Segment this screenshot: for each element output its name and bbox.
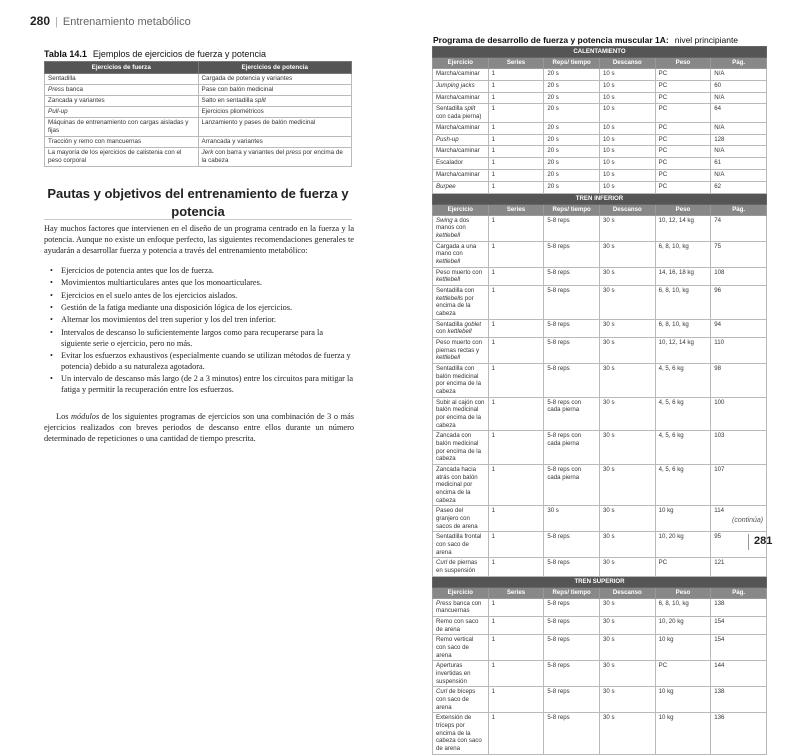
table-cell: Zancada hacia atrás con balón medicinal por encima de la cabeza	[433, 465, 489, 506]
table-cell: 30 s	[599, 397, 655, 431]
table-label: Tabla 14.1	[44, 49, 87, 59]
table-row	[45, 118, 352, 137]
table-cell: 136	[711, 713, 767, 754]
table-row	[433, 69, 767, 81]
table-cell: 10, 12, 14 kg	[655, 337, 711, 363]
table-cell: PC	[655, 181, 711, 193]
column-header: Ejercicio	[433, 58, 489, 69]
table-cell: 1	[488, 713, 544, 754]
table-cell: PC	[655, 146, 711, 158]
table-row	[433, 146, 767, 158]
table-cell: Marcha/caminar	[433, 69, 489, 81]
table-cell: 103	[711, 431, 767, 465]
table-cell: Remo con saco de arena	[433, 617, 489, 635]
table-cell: La mayoría de los ejercicios de calistenia con el peso corporal	[45, 148, 199, 167]
table-strength-power	[44, 61, 352, 167]
table-row	[433, 617, 767, 635]
table-row	[433, 506, 767, 532]
table-cell: 30 s	[544, 506, 600, 532]
table-row	[433, 134, 767, 146]
table-cell: 1	[488, 687, 544, 713]
table-cell: 154	[711, 617, 767, 635]
column-header: Pág.	[711, 204, 767, 215]
table-cell: 20 s	[544, 158, 600, 170]
list-item: • Intervalos de descanso lo suficientemente largos como para recuperarse para la siguiente serie o ejercicio, pero no más.	[50, 328, 354, 350]
table-cell: 1	[488, 104, 544, 122]
table-cell: Máquinas de entrenamiento con cargas aisladas y fijas	[45, 118, 199, 137]
table-body	[45, 74, 352, 167]
table-row	[433, 431, 767, 465]
table-cell: 94	[711, 319, 767, 337]
table-cell: N/A	[711, 122, 767, 134]
list-item: • Evitar los esfuerzos exhaustivos (especialmente cuando se utilizan métodos de fuerza y potencia) debido a su naturaleza agotadora.	[50, 351, 354, 373]
table-caption	[44, 49, 266, 59]
table-cell: 128	[711, 134, 767, 146]
table-cell: 1	[488, 169, 544, 181]
table-cell: Cargada a una mano con kettlebell	[433, 241, 489, 267]
column-header: Ejercicio	[433, 587, 489, 598]
table-row	[433, 169, 767, 181]
list-item: • Alternar los movimientos del tren superior y los del tren inferior.	[50, 315, 354, 326]
table-cell: 20 s	[544, 181, 600, 193]
table-cell: PC	[655, 134, 711, 146]
program-level: nivel principiante	[674, 35, 739, 45]
table-cell: 6, 8, 10, kg	[655, 319, 711, 337]
table-cell: 30 s	[599, 558, 655, 576]
table-row	[433, 92, 767, 104]
table-cell: 10, 20 kg	[655, 617, 711, 635]
table-cell: Burpee	[433, 181, 489, 193]
table-row	[433, 661, 767, 687]
table-cell: 4, 5, 6 kg	[655, 431, 711, 465]
table-cell: PC	[655, 558, 711, 576]
table-row	[433, 397, 767, 431]
table-cell: 20 s	[544, 169, 600, 181]
table-header-cell: Ejercicios de potencia	[198, 62, 352, 74]
column-header: Ejercicio	[433, 204, 489, 215]
table-cell: 30 s	[599, 661, 655, 687]
table-cell: 4, 5, 6 kg	[655, 397, 711, 431]
table-cell: 10 kg	[655, 687, 711, 713]
table-cell: Remo vertical con saco de arena	[433, 635, 489, 661]
table-cell: Sentadilla	[45, 74, 199, 85]
column-header: Pág.	[711, 58, 767, 69]
table-cell: 1	[488, 241, 544, 267]
table-row	[433, 122, 767, 134]
table-cell: 1	[488, 661, 544, 687]
table-cell: N/A	[711, 92, 767, 104]
table-cell: Ejercicios pliométricos	[198, 107, 352, 118]
table-cell: 4, 5, 6 kg	[655, 363, 711, 397]
table-cell: Curl de piernas en suspensión	[433, 558, 489, 576]
table-cell: 20 s	[544, 146, 600, 158]
table-cell: 1	[488, 617, 544, 635]
table-cell: 6, 8, 10, kg	[655, 285, 711, 319]
table-row	[433, 158, 767, 170]
table-cell: 1	[488, 635, 544, 661]
closing-text-start: Los	[56, 412, 72, 421]
table-cell: Curl de bíceps con saco de arena	[433, 687, 489, 713]
table-cell: 1	[488, 69, 544, 81]
table-row	[433, 319, 767, 337]
table-cell: Marcha/caminar	[433, 146, 489, 158]
column-header: Pág.	[711, 587, 767, 598]
table-cell: 1	[488, 397, 544, 431]
table-row	[433, 104, 767, 122]
table-row	[45, 85, 352, 96]
table-cell: 10 s	[599, 181, 655, 193]
table-cell: 1	[488, 465, 544, 506]
column-header: Reps/ tiempo	[544, 204, 600, 215]
table-cell: 5-8 reps	[544, 617, 600, 635]
table-row	[433, 337, 767, 363]
table-cell: 30 s	[599, 598, 655, 616]
section-header-row	[433, 576, 767, 587]
table-cell: 20 s	[544, 92, 600, 104]
column-header: Reps/ tiempo	[544, 58, 600, 69]
table-row	[45, 137, 352, 148]
table-cell: 5-8 reps	[544, 215, 600, 241]
table-cell: 10 kg	[655, 506, 711, 532]
table-row	[433, 241, 767, 267]
column-header-row	[433, 587, 767, 598]
table-cell: PC	[655, 80, 711, 92]
table-row	[433, 181, 767, 193]
table-cell: Paseo del granjero con sacos de arena	[433, 506, 489, 532]
table-cell: 1	[488, 122, 544, 134]
table-cell: Sentadilla goblet con kettlebell	[433, 319, 489, 337]
table-cell: Press banca con mancuernas	[433, 598, 489, 616]
list-item: • Un intervalo de descanso más largo (de 2 a 3 minutos) entre los circuitos para mitigar la fatiga y permitir la recuperación entre los esfuerzos.	[50, 374, 354, 396]
table-cell: Peso muerto con piernas rectas y kettlebell	[433, 337, 489, 363]
table-cell: 10, 12, 14 kg	[655, 215, 711, 241]
table-cell: 108	[711, 267, 767, 285]
list-item: • Movimientos multiarticulares antes que los monoarticulares.	[50, 278, 354, 289]
table-cell: 1	[488, 558, 544, 576]
table-cell: 60	[711, 80, 767, 92]
table-cell: 5-8 reps	[544, 687, 600, 713]
table-cell: 1	[488, 134, 544, 146]
guidelines-list	[50, 266, 354, 397]
table-cell: 30 s	[599, 617, 655, 635]
table-cell: 5-8 reps	[544, 337, 600, 363]
program-title	[433, 35, 738, 45]
table-cell: 30 s	[599, 337, 655, 363]
table-cell: 75	[711, 241, 767, 267]
table-row	[433, 215, 767, 241]
table-cell: 5-8 reps	[544, 267, 600, 285]
table-cell: 74	[711, 215, 767, 241]
table-cell: 30 s	[599, 506, 655, 532]
table-cell: 64	[711, 104, 767, 122]
table-cell: 5-8 reps con cada pierna	[544, 397, 600, 431]
table-cell: 4, 5, 6 kg	[655, 465, 711, 506]
table-cell: PC	[655, 122, 711, 134]
table-row	[45, 148, 352, 167]
table-cell: 30 s	[599, 532, 655, 558]
table-cell: Pull-up	[45, 107, 199, 118]
table-cell: 5-8 reps	[544, 713, 600, 754]
table-cell: 10, 20 kg	[655, 532, 711, 558]
table-cell: Marcha/caminar	[433, 92, 489, 104]
table-cell: N/A	[711, 69, 767, 81]
table-row	[433, 558, 767, 576]
table-cell: PC	[655, 92, 711, 104]
table-cell: 1	[488, 92, 544, 104]
column-header: Peso	[655, 58, 711, 69]
table-title: Ejemplos de ejercicios de fuerza y potencia	[92, 49, 266, 59]
page-number-right: 281	[754, 535, 773, 547]
table-cell: 1	[488, 532, 544, 558]
table-cell: Extensión de tríceps por encima de la cabeza con saco de arena	[433, 713, 489, 754]
table-cell: Sentadilla con balón medicinal por encima de la cabeza	[433, 363, 489, 397]
running-head-left	[30, 14, 191, 28]
column-header: Series	[488, 58, 544, 69]
footer-separator	[748, 534, 749, 550]
table-cell: 1	[488, 215, 544, 241]
table-cell: Peso muerto con kettlebell	[433, 267, 489, 285]
table-cell: 138	[711, 598, 767, 616]
table-row	[433, 363, 767, 397]
table-cell: 1	[488, 337, 544, 363]
section-header-row	[433, 47, 767, 58]
table-cell: Salto en sentadilla split	[198, 96, 352, 107]
table-row	[433, 267, 767, 285]
table-cell: 10 s	[599, 134, 655, 146]
table-cell: 30 s	[599, 687, 655, 713]
list-item: • Ejercicios de potencia antes que los de fuerza.	[50, 266, 354, 277]
table-row	[433, 532, 767, 558]
table-cell: 138	[711, 687, 767, 713]
table-cell: 20 s	[544, 134, 600, 146]
table-cell: Sentadilla frontal con saco de arena	[433, 532, 489, 558]
table-cell: Tracción y remo con mancuernas	[45, 137, 199, 148]
table-cell: N/A	[711, 146, 767, 158]
column-header: Descanso	[599, 587, 655, 598]
table-cell: 30 s	[599, 267, 655, 285]
table-cell: 1	[488, 506, 544, 532]
table-row	[433, 80, 767, 92]
table-header-cell: Ejercicios de fuerza	[45, 62, 199, 74]
closing-emphasis: módulos	[71, 412, 100, 421]
table-cell: Subir al cajón con balón medicinal por encima de la cabeza	[433, 397, 489, 431]
table-cell: 10 kg	[655, 635, 711, 661]
table-cell: 10 s	[599, 146, 655, 158]
running-title: Entrenamiento metabólico	[62, 16, 191, 28]
table-row	[433, 635, 767, 661]
table-cell: 30 s	[599, 241, 655, 267]
section-divider	[44, 219, 352, 220]
table-cell: 5-8 reps	[544, 363, 600, 397]
section-header: TREN INFERIOR	[433, 193, 767, 204]
table-cell: Aperturas invertidas en suspensión	[433, 661, 489, 687]
table-cell: Arrancada y variantes	[198, 137, 352, 148]
table-cell: 5-8 reps	[544, 319, 600, 337]
table-cell: Zancada y variantes	[45, 96, 199, 107]
page-number-left: 280	[30, 14, 51, 28]
table-cell: 5-8 reps	[544, 661, 600, 687]
section-title: Pautas y objetivos del entrenamiento de fuerza y potencia	[47, 186, 349, 219]
table-cell: PC	[655, 104, 711, 122]
table-cell: 10 s	[599, 92, 655, 104]
table-cell: PC	[655, 69, 711, 81]
table-cell: 20 s	[544, 104, 600, 122]
column-header: Peso	[655, 204, 711, 215]
list-item: • Ejercicios en el suelo antes de los ejercicios aislados.	[50, 291, 354, 302]
table-cell: 1	[488, 146, 544, 158]
table-cell: 30 s	[599, 465, 655, 506]
table-cell: 30 s	[599, 635, 655, 661]
table-cell: 1	[488, 267, 544, 285]
table-cell: 20 s	[544, 122, 600, 134]
table-cell: PC	[655, 661, 711, 687]
table-cell: 144	[711, 661, 767, 687]
column-header: Peso	[655, 587, 711, 598]
column-header: Series	[488, 587, 544, 598]
table-cell: 5-8 reps	[544, 241, 600, 267]
table-cell: 121	[711, 558, 767, 576]
section-header: TREN SUPERIOR	[433, 576, 767, 587]
table-cell: Swing a dos manos con kettlebell	[433, 215, 489, 241]
table-cell: 5-8 reps	[544, 598, 600, 616]
table-cell: 10 s	[599, 169, 655, 181]
table-cell: 1	[488, 598, 544, 616]
header-separator: |	[55, 16, 58, 28]
list-item: • Gestión de la fatiga mediante una disposición lógica de los ejercicios.	[50, 303, 354, 314]
left-page	[0, 0, 400, 560]
table-cell: 1	[488, 431, 544, 465]
column-header-row	[433, 204, 767, 215]
table-cell: Cargada de potencia y variantes	[198, 74, 352, 85]
column-header: Descanso	[599, 204, 655, 215]
table-cell: 6, 8, 10, kg	[655, 598, 711, 616]
table-cell: 30 s	[599, 215, 655, 241]
table-cell: 5-8 reps con cada pierna	[544, 465, 600, 506]
table-cell: 5-8 reps	[544, 558, 600, 576]
table-row	[45, 74, 352, 85]
table-row	[433, 285, 767, 319]
table-cell: Marcha/caminar	[433, 169, 489, 181]
table-cell: 5-8 reps	[544, 635, 600, 661]
table-cell: 10 s	[599, 69, 655, 81]
table-header-row	[45, 62, 352, 74]
table-cell: 30 s	[599, 713, 655, 754]
table-cell: 1	[488, 80, 544, 92]
table-cell: 1	[488, 319, 544, 337]
table-cell: Pase con balón medicinal	[198, 85, 352, 96]
table-cell: 96	[711, 285, 767, 319]
table-cell: 20 s	[544, 69, 600, 81]
table-cell: 107	[711, 465, 767, 506]
table-cell: Escalador	[433, 158, 489, 170]
table-cell: 1	[488, 363, 544, 397]
table-cell: 100	[711, 397, 767, 431]
table-cell: 5-8 reps con cada pierna	[544, 431, 600, 465]
table-cell: 6, 8, 10, kg	[655, 241, 711, 267]
table-cell: 1	[488, 181, 544, 193]
table-cell: 30 s	[599, 319, 655, 337]
table-row	[433, 713, 767, 754]
right-page	[400, 0, 800, 753]
table-row	[433, 687, 767, 713]
program-title-text: Programa de desarrollo de fuerza y potencia muscular 1A:	[433, 35, 669, 45]
table-cell: Jumping jacks	[433, 80, 489, 92]
table-cell: 114	[711, 506, 767, 532]
table-row	[45, 96, 352, 107]
table-cell: Push-up	[433, 134, 489, 146]
table-cell: Sentadilla con kettlebells por encima de la cabeza	[433, 285, 489, 319]
closing-paragraph	[44, 412, 354, 445]
table-cell: PC	[655, 158, 711, 170]
column-header: Series	[488, 204, 544, 215]
table-cell: Jerk con barra y variantes del press por encima de la cabeza	[198, 148, 352, 167]
intro-paragraph: Hay muchos factores que intervienen en el diseño de un programa centrado en la fuerza y la potencia. Aunque no existe un enfoque perfecto, las siguientes recomendaciones generales te ayudarán a desarrollar fuerza y potencia a través del entrenamiento metabólico:	[44, 224, 354, 255]
table-row	[433, 465, 767, 506]
closing-text-end: de los siguientes programas de ejercicios son una combinación de 3 o más ejercicios realizados con breves periodos de descanso entre ellos durante un número determinado de repeticiones o una cantidad de tiempo prescrita.	[44, 412, 354, 443]
table-cell: Marcha/caminar	[433, 122, 489, 134]
program-table-body	[433, 47, 767, 755]
table-cell: 10 s	[599, 104, 655, 122]
table-cell: 10 s	[599, 80, 655, 92]
table-cell: 20 s	[544, 80, 600, 92]
table-cell: Lanzamiento y pases de balón medicinal	[198, 118, 352, 137]
table-cell: 10 kg	[655, 713, 711, 754]
section-header: CALENTAMIENTO	[433, 47, 767, 58]
continued-note: (continúa)	[732, 517, 764, 524]
table-cell: 10 s	[599, 122, 655, 134]
table-cell: 110	[711, 337, 767, 363]
table-cell: 61	[711, 158, 767, 170]
table-cell: 30 s	[599, 363, 655, 397]
table-cell: 98	[711, 363, 767, 397]
column-header: Reps/ tiempo	[544, 587, 600, 598]
table-cell: 95	[711, 532, 767, 558]
table-cell: 5-8 reps	[544, 285, 600, 319]
table-cell: Sentadilla split con cada pierna)	[433, 104, 489, 122]
table-cell: 62	[711, 181, 767, 193]
table-cell: 1	[488, 158, 544, 170]
table-cell: 30 s	[599, 285, 655, 319]
table-cell: 30 s	[599, 431, 655, 465]
table-cell: Zancada con balón medicinal por encima de la cabeza	[433, 431, 489, 465]
table-cell: 10 s	[599, 158, 655, 170]
section-header-row	[433, 193, 767, 204]
table-cell: 5-8 reps	[544, 532, 600, 558]
table-cell: N/A	[711, 169, 767, 181]
table-cell: PC	[655, 169, 711, 181]
program-table	[432, 46, 767, 755]
column-header-row	[433, 58, 767, 69]
table-row	[45, 107, 352, 118]
table-row	[433, 598, 767, 616]
column-header: Descanso	[599, 58, 655, 69]
table-cell: 1	[488, 285, 544, 319]
table-cell: 154	[711, 635, 767, 661]
table-cell: Press banca	[45, 85, 199, 96]
table-cell: 14, 16, 18 kg	[655, 267, 711, 285]
